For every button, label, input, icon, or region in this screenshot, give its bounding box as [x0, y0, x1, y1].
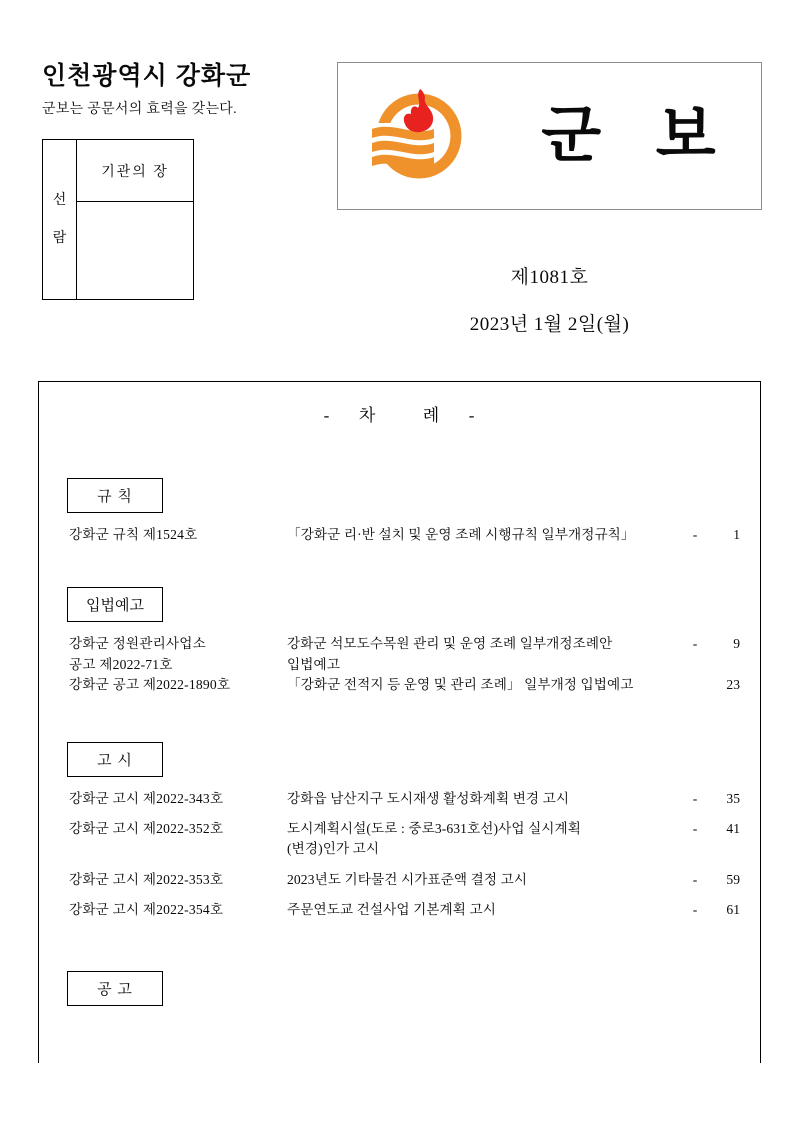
toc-entry-dash: -: [692, 820, 698, 836]
section-label-public-notice: 고 시: [67, 742, 163, 777]
approval-side-label-top: 선: [52, 192, 67, 208]
approval-side-label-bottom: 람: [52, 230, 67, 246]
approval-header-cell: 기관의 장: [77, 140, 193, 202]
toc-entry[interactable]: [39, 870, 760, 890]
issue-number: 제1081호: [510, 267, 589, 288]
issue-date: 2023년 1월 2일(월): [469, 314, 630, 335]
toc-entry[interactable]: [39, 634, 760, 654]
toc-entry-title: 강화읍 남산지구 도시재생 활성화계획 변경 고시: [287, 790, 570, 806]
toc-entry-page: 1: [733, 527, 740, 542]
toc-entry-title-line1: 도시계획시설(도로 : 중로3-631호선)사업 실시계획: [287, 820, 582, 836]
approval-stamp-box: [42, 139, 194, 300]
toc-entry-page: 23: [726, 677, 740, 693]
table-of-contents: [38, 381, 761, 1063]
toc-section-legislative-notice: [39, 587, 760, 695]
toc-entry[interactable]: [39, 819, 760, 860]
toc-entry[interactable]: [39, 675, 760, 695]
toc-entry-page: 61: [726, 902, 740, 918]
toc-entry-title: 「강화군 전적지 등 운영 및 관리 조례」 일부개정 입법예고: [287, 677, 634, 693]
toc-entry-label: 강화군 고시 제2022-353호: [69, 871, 224, 887]
toc-entry-label: 강화군 고시 제2022-354호: [69, 902, 224, 918]
gazette-banner: [337, 62, 762, 210]
approval-right-column: [77, 140, 193, 299]
toc-entry-label: 강화군 공고 제2022-1890호: [69, 677, 231, 693]
toc-entry-dash: -: [692, 902, 698, 918]
toc-heading-dash-right: -: [468, 406, 476, 425]
toc-entry-page: 59: [726, 871, 740, 887]
toc-entry-page: 35: [726, 790, 740, 806]
toc-entry[interactable]: [39, 525, 760, 545]
toc-entry-title: 「강화군 리·반 설치 및 운영 조례 시행규칙 일부개정규칙」: [287, 527, 635, 542]
section-label-legislative-notice: 입법예고: [67, 587, 163, 622]
toc-entry-label: 강화군 고시 제2022-343호: [69, 790, 224, 806]
toc-section-legislative-notice-entries: [39, 634, 760, 695]
toc-entry-page: 41: [726, 820, 740, 836]
toc-entry-page: 9: [733, 636, 740, 652]
approval-side-label: [43, 140, 77, 299]
toc-heading-char-2: 례: [422, 406, 441, 425]
gazette-title-char-1: 군: [541, 101, 602, 170]
toc-section-announcement: [39, 971, 760, 1006]
toc-entry-title: 입법예고: [287, 656, 340, 672]
toc-section-rule: [39, 478, 760, 545]
toc-entry-title: 2023년도 기타물건 시가표준액 결정 고시: [287, 871, 528, 887]
toc-entry-dash: -: [692, 527, 698, 542]
toc-entry-title: 주문연도교 건설사업 기본계획 고시: [287, 902, 496, 918]
toc-heading-dash-left: -: [323, 406, 331, 425]
toc-entry-title-line2: (변경)인가 고시: [287, 841, 380, 857]
ganghwa-gun-emblem-icon: [360, 77, 478, 195]
toc-entry-label: 공고 제2022-71호: [69, 656, 173, 672]
approval-signature-cell: [77, 202, 193, 299]
page-title: 인천광역시 강화군: [42, 62, 252, 90]
toc-entry[interactable]: [39, 655, 760, 675]
toc-section-rule-entries: [39, 525, 760, 545]
toc-entry-label: 강화군 고시 제2022-352호: [69, 820, 224, 836]
toc-heading: [39, 401, 760, 426]
toc-entry[interactable]: [39, 789, 760, 809]
toc-entry-label: 강화군 정원관리사업소: [69, 636, 206, 652]
section-label-announcement: 공 고: [67, 971, 163, 1006]
section-label-rule: 규 칙: [67, 478, 163, 513]
masthead-subtitle: 군보는 공문서의 효력을 갖는다.: [42, 102, 237, 117]
toc-entry[interactable]: [39, 900, 760, 920]
toc-section-public-notice-entries: [39, 789, 760, 921]
gazette-banner-title: [514, 63, 743, 209]
toc-entry-title: 강화군 석모도수목원 관리 및 운영 조례 일부개정조례안: [287, 636, 613, 652]
gazette-title-char-2: 보: [655, 101, 716, 170]
toc-section-public-notice: [39, 742, 760, 921]
toc-entry-label: 강화군 규칙 제1524호: [69, 527, 198, 542]
toc-entry-dash: -: [692, 790, 698, 806]
toc-entry-dash: -: [692, 636, 698, 652]
toc-entry-dash: -: [692, 871, 698, 887]
toc-entry-title: [287, 819, 684, 860]
toc-heading-char-1: 차: [358, 406, 377, 425]
